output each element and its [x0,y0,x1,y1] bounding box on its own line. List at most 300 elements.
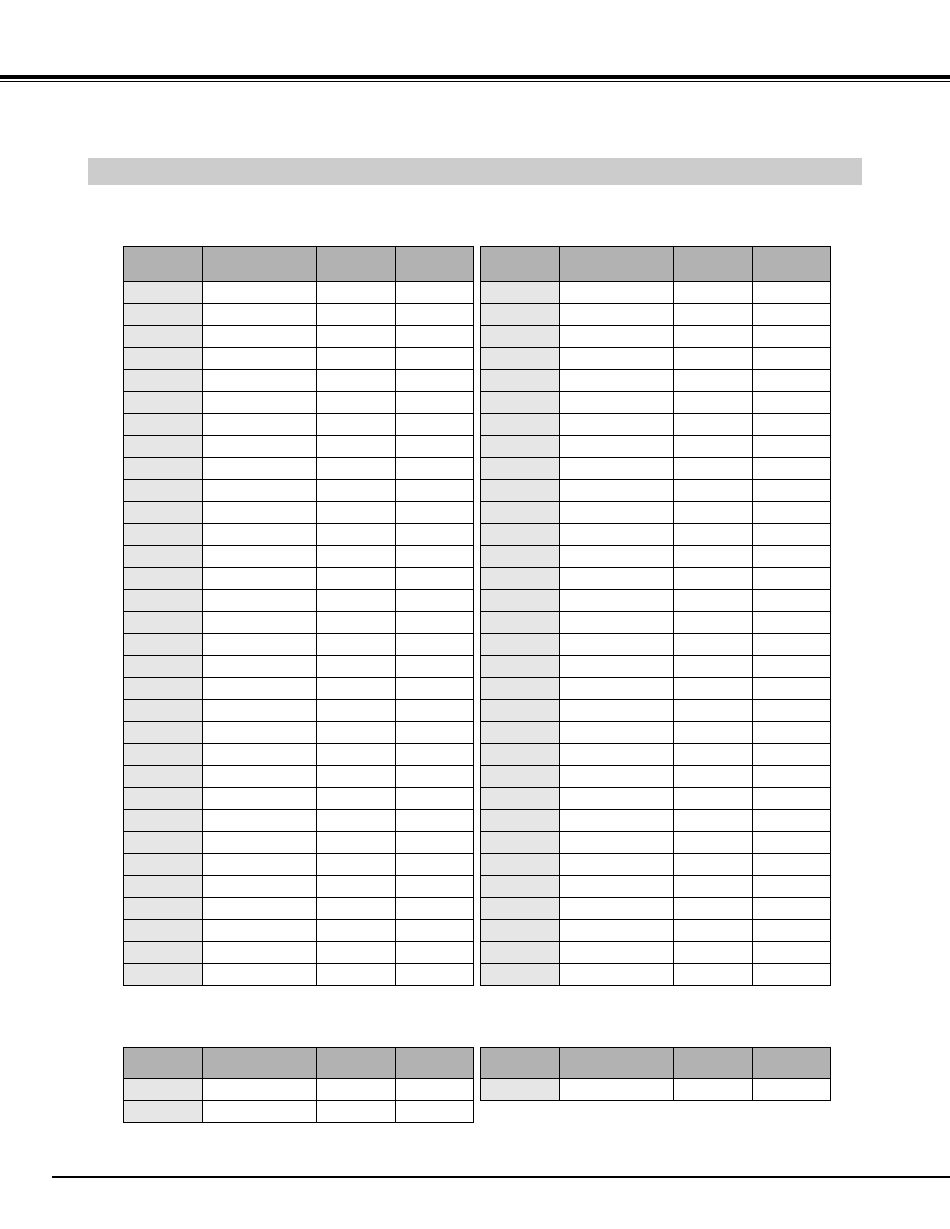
footer-rule [52,1176,950,1178]
table-row [481,766,831,788]
row-key-cell [124,370,203,392]
table-row [124,348,474,370]
row-key-cell [124,436,203,458]
table-cell [396,788,474,810]
table-cell [560,546,674,568]
table-cell [560,898,674,920]
table-cell [560,766,674,788]
table-cell [203,326,317,348]
row-key-cell [481,304,560,326]
table-cell [753,832,831,854]
row-key-cell [481,414,560,436]
main-table-right [480,246,831,986]
column-header [674,1048,753,1079]
table-cell [317,810,396,832]
table-row [481,920,831,942]
row-key-cell [124,634,203,656]
extra-table-left [123,1047,474,1123]
table-cell [753,326,831,348]
table-row [124,634,474,656]
row-key-cell [481,436,560,458]
row-key-cell [124,766,203,788]
table-cell [674,964,753,986]
column-header [481,1048,560,1079]
row-key-cell [124,1079,203,1101]
row-key-cell [124,898,203,920]
row-key-cell [481,964,560,986]
table-cell [753,414,831,436]
table-cell [396,480,474,502]
table-cell [674,502,753,524]
table-row [124,942,474,964]
table-row [481,304,831,326]
table-cell [203,612,317,634]
table-row [124,502,474,524]
row-key-cell [481,1079,560,1101]
table-row [124,876,474,898]
table-cell [674,634,753,656]
table-cell [753,634,831,656]
column-header [317,1048,396,1079]
table-row [124,1101,474,1123]
table-cell [203,656,317,678]
row-key-cell [481,480,560,502]
table-cell [203,414,317,436]
table-cell [396,744,474,766]
table-cell [753,876,831,898]
table-cell [396,678,474,700]
table-row [481,414,831,436]
row-key-cell [481,920,560,942]
table-cell [560,656,674,678]
table-cell [203,920,317,942]
row-key-cell [124,414,203,436]
table-cell [317,634,396,656]
row-key-cell [481,832,560,854]
table-cell [203,546,317,568]
table-cell [753,546,831,568]
table-cell [317,348,396,370]
table-cell [560,1079,674,1101]
table-row [481,634,831,656]
table-cell [317,656,396,678]
row-key-cell [481,590,560,612]
column-header [674,247,753,282]
table-cell [674,458,753,480]
table-row [481,810,831,832]
row-key-cell [481,766,560,788]
table-cell [396,326,474,348]
table-cell [203,348,317,370]
table-cell [753,964,831,986]
table-cell [203,700,317,722]
table-cell [674,766,753,788]
table-cell [317,282,396,304]
table-row [124,854,474,876]
table-row [124,590,474,612]
column-header [396,247,474,282]
table-header-row [124,247,474,282]
table-cell [674,524,753,546]
row-key-cell [481,612,560,634]
table-cell [674,348,753,370]
table-cell [396,524,474,546]
table-cell [317,436,396,458]
table-cell [560,524,674,546]
section-title-bar [88,158,862,185]
table-cell [560,370,674,392]
row-key-cell [481,722,560,744]
table-cell [203,634,317,656]
row-key-cell [124,524,203,546]
table-cell [560,392,674,414]
table-cell [674,942,753,964]
row-key-cell [481,502,560,524]
row-key-cell [481,788,560,810]
table-row [481,502,831,524]
row-key-cell [481,898,560,920]
table-row [124,414,474,436]
table-cell [203,370,317,392]
table-cell [396,722,474,744]
table-row [124,832,474,854]
table-cell [560,634,674,656]
table-cell [560,722,674,744]
table-cell [753,480,831,502]
row-key-cell [481,810,560,832]
table-cell [396,876,474,898]
row-key-cell [124,744,203,766]
table-row [481,326,831,348]
row-key-cell [124,920,203,942]
table-cell [396,898,474,920]
table-row [481,898,831,920]
table-row [481,436,831,458]
table-cell [560,414,674,436]
table-row [124,370,474,392]
table-cell [753,436,831,458]
table-cell [753,678,831,700]
table-cell [203,458,317,480]
table-cell [396,568,474,590]
table-cell [753,458,831,480]
table-cell [396,810,474,832]
table-cell [560,700,674,722]
table-cell [753,744,831,766]
table-cell [317,942,396,964]
table-row [481,370,831,392]
table-cell [753,898,831,920]
table-row [124,326,474,348]
table-cell [317,392,396,414]
table-cell [203,282,317,304]
table-cell [753,612,831,634]
table-row [124,612,474,634]
table-cell [396,612,474,634]
table-cell [396,832,474,854]
row-key-cell [124,876,203,898]
table-cell [396,1079,474,1101]
table-cell [396,348,474,370]
row-key-cell [124,568,203,590]
column-header [317,247,396,282]
row-key-cell [481,700,560,722]
table-cell [317,854,396,876]
table-cell [674,876,753,898]
table-row [481,678,831,700]
table-cell [317,744,396,766]
table-row [124,282,474,304]
row-key-cell [124,458,203,480]
header-rule-thin [0,81,950,82]
table-cell [560,788,674,810]
table-row [481,392,831,414]
column-header [203,247,317,282]
table-cell [753,766,831,788]
row-key-cell [481,854,560,876]
row-key-cell [481,678,560,700]
table-row [124,678,474,700]
table-cell [674,414,753,436]
table-cell [753,788,831,810]
table-row [124,810,474,832]
table-cell [674,282,753,304]
row-key-cell [481,392,560,414]
column-header [124,1048,203,1079]
table-cell [203,766,317,788]
row-key-cell [124,612,203,634]
row-key-cell [124,348,203,370]
table-cell [317,612,396,634]
table-cell [396,502,474,524]
table-row [124,524,474,546]
table-cell [674,590,753,612]
table-cell [753,854,831,876]
table-cell [396,656,474,678]
column-header [203,1048,317,1079]
table-row [481,744,831,766]
table-cell [560,942,674,964]
table-cell [560,832,674,854]
table-cell [674,678,753,700]
table-cell [317,458,396,480]
table-cell [317,876,396,898]
table-cell [753,920,831,942]
table-cell [560,282,674,304]
row-key-cell [124,964,203,986]
column-header [481,247,560,282]
table-cell [317,700,396,722]
table-row [124,546,474,568]
table-cell [317,414,396,436]
table-cell [753,810,831,832]
table-cell [203,722,317,744]
table-cell [753,502,831,524]
table-cell [203,480,317,502]
table-cell [560,810,674,832]
row-key-cell [481,942,560,964]
table-cell [674,744,753,766]
row-key-cell [124,546,203,568]
table-row [481,1079,831,1101]
row-key-cell [124,942,203,964]
table-row [481,348,831,370]
table-cell [674,854,753,876]
row-key-cell [124,1101,203,1123]
table-cell [396,766,474,788]
table-cell [203,942,317,964]
table-cell [674,392,753,414]
table-cell [674,788,753,810]
table-row [481,656,831,678]
table-cell [674,810,753,832]
table-row [124,480,474,502]
table-cell [203,502,317,524]
row-key-cell [124,678,203,700]
table-cell [396,458,474,480]
table-cell [203,1079,317,1101]
extra-table-right [480,1047,831,1101]
row-key-cell [124,854,203,876]
table-cell [317,524,396,546]
table-cell [317,788,396,810]
table-cell [317,304,396,326]
table-cell [674,898,753,920]
table-cell [560,436,674,458]
table-cell [203,832,317,854]
column-header [560,247,674,282]
table-cell [396,854,474,876]
row-key-cell [481,326,560,348]
table-row [481,282,831,304]
table-cell [753,722,831,744]
row-key-cell [124,810,203,832]
table-cell [674,370,753,392]
table-cell [753,392,831,414]
table-row [481,832,831,854]
table-row [124,898,474,920]
table-cell [674,304,753,326]
table-cell [317,722,396,744]
table-cell [317,898,396,920]
row-key-cell [481,634,560,656]
table-cell [674,722,753,744]
table-row [124,788,474,810]
table-row [124,436,474,458]
table-cell [674,612,753,634]
row-key-cell [124,480,203,502]
table-cell [753,304,831,326]
row-key-cell [481,546,560,568]
table-cell [753,282,831,304]
row-key-cell [124,590,203,612]
table-row [481,524,831,546]
table-cell [203,854,317,876]
table-row [124,744,474,766]
table-cell [674,1079,753,1101]
table-cell [396,546,474,568]
column-header [396,1048,474,1079]
table-row [481,458,831,480]
table-cell [753,590,831,612]
table-cell [203,304,317,326]
row-key-cell [124,788,203,810]
table-cell [674,832,753,854]
row-key-cell [481,876,560,898]
table-row [124,392,474,414]
table-cell [203,964,317,986]
row-key-cell [124,326,203,348]
table-cell [317,964,396,986]
table-cell [317,766,396,788]
table-cell [560,348,674,370]
row-key-cell [124,502,203,524]
table-row [481,700,831,722]
table-cell [203,590,317,612]
table-cell [396,370,474,392]
table-row [481,546,831,568]
table-row [124,964,474,986]
table-cell [317,920,396,942]
table-cell [203,524,317,546]
table-cell [396,414,474,436]
table-row [481,722,831,744]
table-cell [560,326,674,348]
table-cell [396,964,474,986]
table-cell [560,480,674,502]
row-key-cell [124,282,203,304]
table-cell [560,304,674,326]
table-cell [317,1079,396,1101]
row-key-cell [481,744,560,766]
table-cell [560,590,674,612]
table-cell [674,326,753,348]
table-cell [753,700,831,722]
row-key-cell [481,458,560,480]
row-key-cell [124,392,203,414]
table-cell [560,854,674,876]
table-cell [674,656,753,678]
table-cell [560,612,674,634]
table-cell [396,700,474,722]
table-cell [317,568,396,590]
table-row [124,656,474,678]
table-row [124,568,474,590]
table-cell [203,898,317,920]
table-cell [674,546,753,568]
table-cell [560,678,674,700]
table-cell [560,744,674,766]
table-cell [317,590,396,612]
table-cell [203,1101,317,1123]
table-cell [560,876,674,898]
table-cell [396,942,474,964]
table-header-row [124,1048,474,1079]
table-cell [203,568,317,590]
table-cell [753,942,831,964]
column-header [753,247,831,282]
table-row [124,722,474,744]
table-cell [317,546,396,568]
column-header [753,1048,831,1079]
table-cell [674,568,753,590]
row-key-cell [481,568,560,590]
row-key-cell [481,524,560,546]
table-cell [317,678,396,700]
table-row [124,920,474,942]
row-key-cell [481,370,560,392]
table-row [124,458,474,480]
